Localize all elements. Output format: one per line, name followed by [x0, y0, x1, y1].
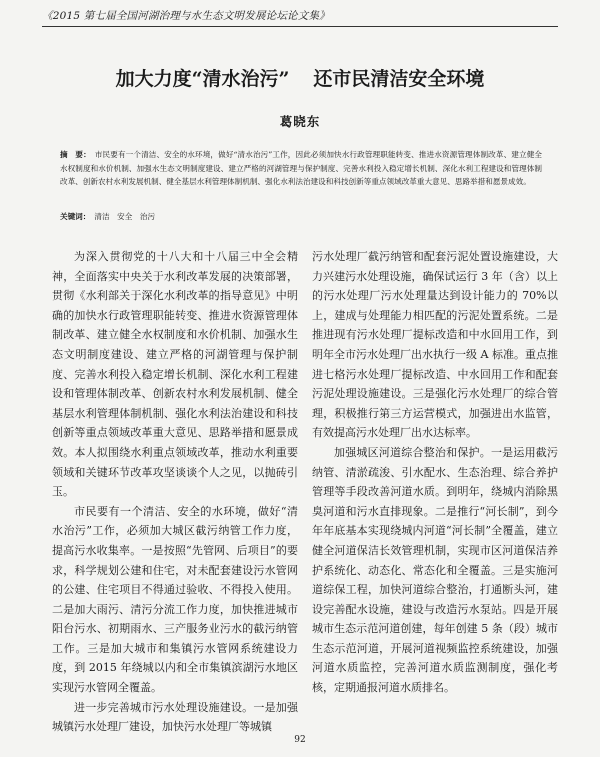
keywords-text: 清洁 安全 治污	[94, 212, 156, 221]
body-column-right	[312, 247, 558, 698]
paragraph: 污水处理厂截污纳管和配套污泥处置设施建设，大力兴建污水处理设施，确保试运行 3 年（含）以上的污水处理厂污水处理量达到设计能力的 70%以上，建成与处理能力相匹配的污泥处置系统。二是推进现有污水处理厂提标改造和中水回用工作，到明年全市污水处理厂出水执行一级 A 标准。重点推进七格污水处理厂提标改造、中水回用工作和配套污泥处理设施建设。三是强化污水处理厂的综合管理，积极推行第三方运营模式，加强进出水监管，有效提高污水处理厂出水达标率。	[312, 250, 558, 440]
author-name: 葛晓东	[279, 114, 321, 129]
paragraph: 为深入贯彻党的十八大和十八届三中全会精神，全面落实中央关于水利改革发展的决策部署，贯彻《水利部关于深化水利改革的指导意见》中明确的加快水行政管理职能转变、推进水资源管理体制改革、建立健全水权制度和水价机制、加强水生态文明制度建设、建立严格的河湖管理与保护制度、完善水利投入稳定增长机制、深化水利工程建设和管理体制改革、创新农村水利发展机制、健全基层水利管理体制机制、强化水利法治建设和科技创新等重点领域改革重大意见、思路举措和愿景成效。本人拟围绕水利重点领域改革，推动水利重要领域和关键环节改革攻坚谈谈个人之见，以抛砖引玉。	[52, 250, 298, 499]
abstract-text: 市民要有一个清洁、安全的水环境，做好“清水治污”工作，因此必须加快水行政管理职能转变、推进水资源管理体制改革、建立健全水权制度和水价机制、加强水生态文明制度建设、建立严格的河湖管理与保护制度、完善水利投入稳定增长机制、深化水利工程建设和管理体制改革、创新农村水利发展机制、健全基层水利管理体制机制、强化水利法治建设和科技创新等重点领域改革重大意见、思路举措和愿景成效。	[60, 150, 542, 186]
paragraph: 加强城区河道综合整治和保护。一是运用截污纳管、清淤疏浚、引水配水、生态治理、综合养护管理等手段改善河道水质。到明年，绕城内消除黑臭河道和污水直排现象。二是推行“河长制”，到今年年底基本实现绕城内河道“河长制”全覆盖，建立健全河道保洁长效管理机制，实现市区河道保洁养护系统化、动态化、常态化和全覆盖。三是实施河道综保工程，加快河道综合整治，打通断头河，建设完善配水设施，建设与改造污水泵站。四是开展城市生态示范河道创建，每年创建 5 条（段）城市生态示范河道，开展河道视频监控系统建设，加强河道水质监控，完善河道水质监测制度，强化考核，定期通报河道水质排名。	[312, 445, 558, 695]
title-part-1: 加大力度“清水治污”	[115, 68, 290, 90]
abstract-label: 摘 要：	[60, 150, 91, 159]
title-part-2: 还市民清洁安全环境	[313, 68, 485, 90]
keywords-label: 关键词：	[60, 212, 91, 221]
running-header: 《2015 第七届全国河湖治理与水生态文明发展论坛论文集》	[42, 8, 558, 27]
page-number: 92	[294, 735, 306, 745]
paragraph: 市民要有一个清洁、安全的水环境，做好“清水治污”工作，必须加大城区截污纳管工作力度，提高污水收集率。一是按照“先管网、后项目”的要求，科学规划公建和住宅，对未配套建设污水管网的公建、住宅项目不得通过验收、不得投入使用。二是加大雨污、清污分流工作力度，加快推进城市阳台污水、初期雨水、三产服务业污水的截污纳管工作。三是加大城市和集镇污水管网系统建设力度，到 2015 年绕城以内和全市集镇滨湖污水地区实现污水管网全覆盖。	[52, 504, 298, 695]
abstract	[60, 148, 542, 189]
paragraph: 进一步完善城市污水处理设施建设。一是加强城镇污水处理厂建设，加快污水处理厂等城镇	[52, 700, 298, 734]
body-column-left	[52, 247, 298, 737]
article-title	[0, 64, 600, 91]
keywords	[60, 210, 542, 224]
